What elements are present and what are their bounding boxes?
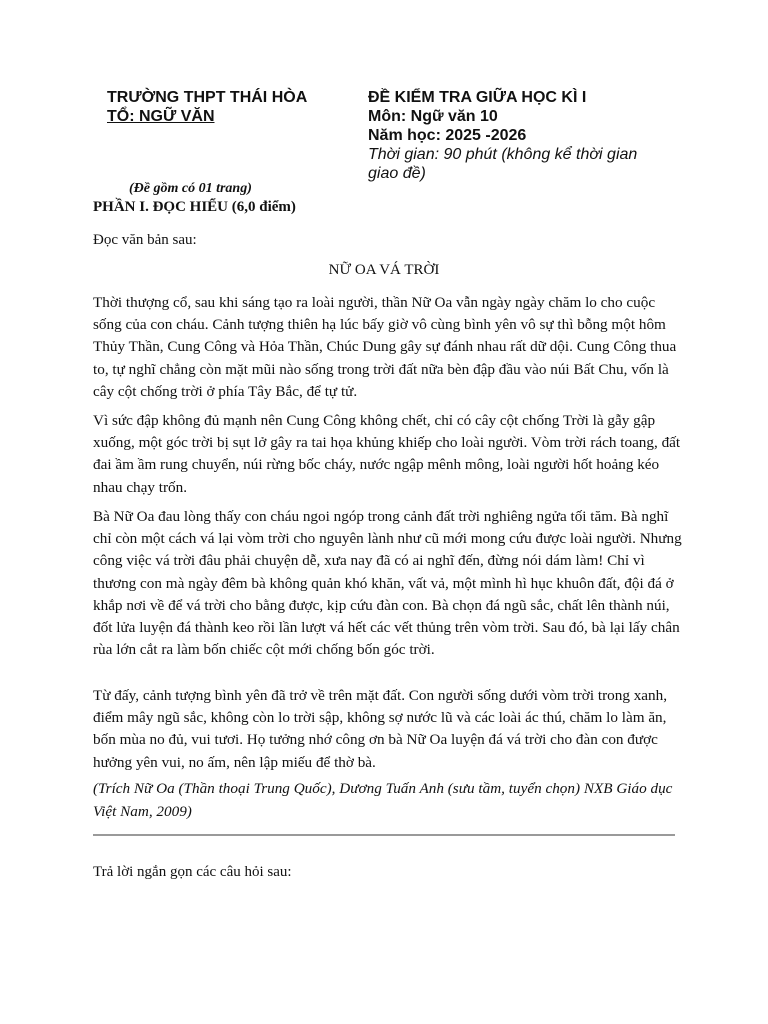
- paragraph: Từ đấy, cảnh tượng bình yên đã trở về trên mặt đất. Con người sống dưới vòm trời trong xanh, điểm mây ngũ sắc, không còn lo trời sập, không sợ nước lũ và các loài ác thú, chăm lo làm ăn, bốn mùa no đủ, vui tươi. Họ tưởng nhớ công ơn bà Nữ Oa luyện đá vá trời cho đàn con được hưởng yên vui, no ấm, nên lập miếu để thờ bà.: [93, 687, 668, 771]
- exam-duration: Thời gian: 90 phút (không kể thời gian giao đề): [368, 146, 638, 182]
- paragraph: Bà Nữ Oa đau lòng thấy con cháu ngoi ngóp trong cảnh đất trời nghiêng ngửa tối tăm. Bà nghĩ chỉ còn một cách vá lại vòm trời cho nguyên lành như cũ mới mong cứu được loài người. Nhưng công việc vá trời đâu phải chuyện dễ, xưa nay đã có ai nghĩ đến, đừng nói dám làm! Chỉ vì thương con mà ngày đêm bà không quản khó khăn, vất vả, một mình hì hục khuôn đất, đội đá ở khắp nơi về để vá trời cho bằng được, kịp cứu đàn con. Bà chọn đá ngũ sắc, chất lên thành núi, đốt lửa luyện đá thành keo rồi lần lượt vá hết các vết thủng trên vòm trời. Sau đó, bà lại lấy chân rùa lớn cắt ra làm bốn chiếc cột mới chống bốn góc trời.: [93, 508, 682, 659]
- reading-instruction: Đọc văn bản sau:: [93, 232, 197, 248]
- text-title: NỮ OA VÁ TRỜI: [328, 262, 440, 278]
- source-citation: (Trích Nữ Oa (Thần thoại Trung Quốc), Dương Tuấn Anh (sưu tầm, tuyển chọn) NXB Giáo dục Việt Nam, 2009): [93, 780, 673, 820]
- exam-header: [368, 88, 668, 183]
- paragraph: Vì sức đập không đủ mạnh nên Cung Công không chết, chỉ có cây cột chống Trời là gẫy gập xuống, một góc trời bị sụt lở gây ra tai họa khủng khiếp cho loài người. Vòm trời rách toang, đất đai ầm ầm rung chuyển, núi rừng bốc cháy, nước ngập mênh mông, loài người hốt hoảng kéo nhau chạy trốn.: [93, 412, 681, 496]
- pages-note: (Đề gồm có 01 trang): [129, 181, 252, 196]
- part-title: PHẦN I. ĐỌC HIỂU (6,0 điểm): [93, 199, 296, 215]
- school-name: TRƯỜNG THPT THÁI HÒA: [107, 89, 308, 106]
- department-name: TỔ: NGỮ VĂN: [107, 108, 215, 125]
- exam-title: ĐỀ KIỂM TRA GIỮA HỌC KÌ I: [368, 89, 587, 106]
- divider: [93, 834, 675, 836]
- exam-subject: Môn: Ngữ văn 10: [368, 108, 498, 125]
- school-year: Năm học: 2025 -2026: [368, 127, 527, 144]
- school-header: [107, 88, 307, 126]
- questions-intro: Trả lời ngắn gọn các câu hỏi sau:: [93, 864, 292, 880]
- paragraph: Thời thượng cổ, sau khi sáng tạo ra loài người, thần Nữ Oa vẫn ngày ngày chăm lo cho cuộc sống của con cháu. Cảnh tượng thiên hạ lúc bấy giờ vô cùng bình yên vô sự thì bỗng một hôm Thủy Thần, Cung Công và Hỏa Thần, Chúc Dung gây sự đánh nhau rất dữ dội. Cung Công thua to, tự nghĩ chẳng còn mặt mũi nào sống trong trời đất nữa bèn đập đầu vào núi Bất Chu, vốn là cây cột chống trời ở phía Tây Bắc, để tự tử.: [93, 294, 677, 400]
